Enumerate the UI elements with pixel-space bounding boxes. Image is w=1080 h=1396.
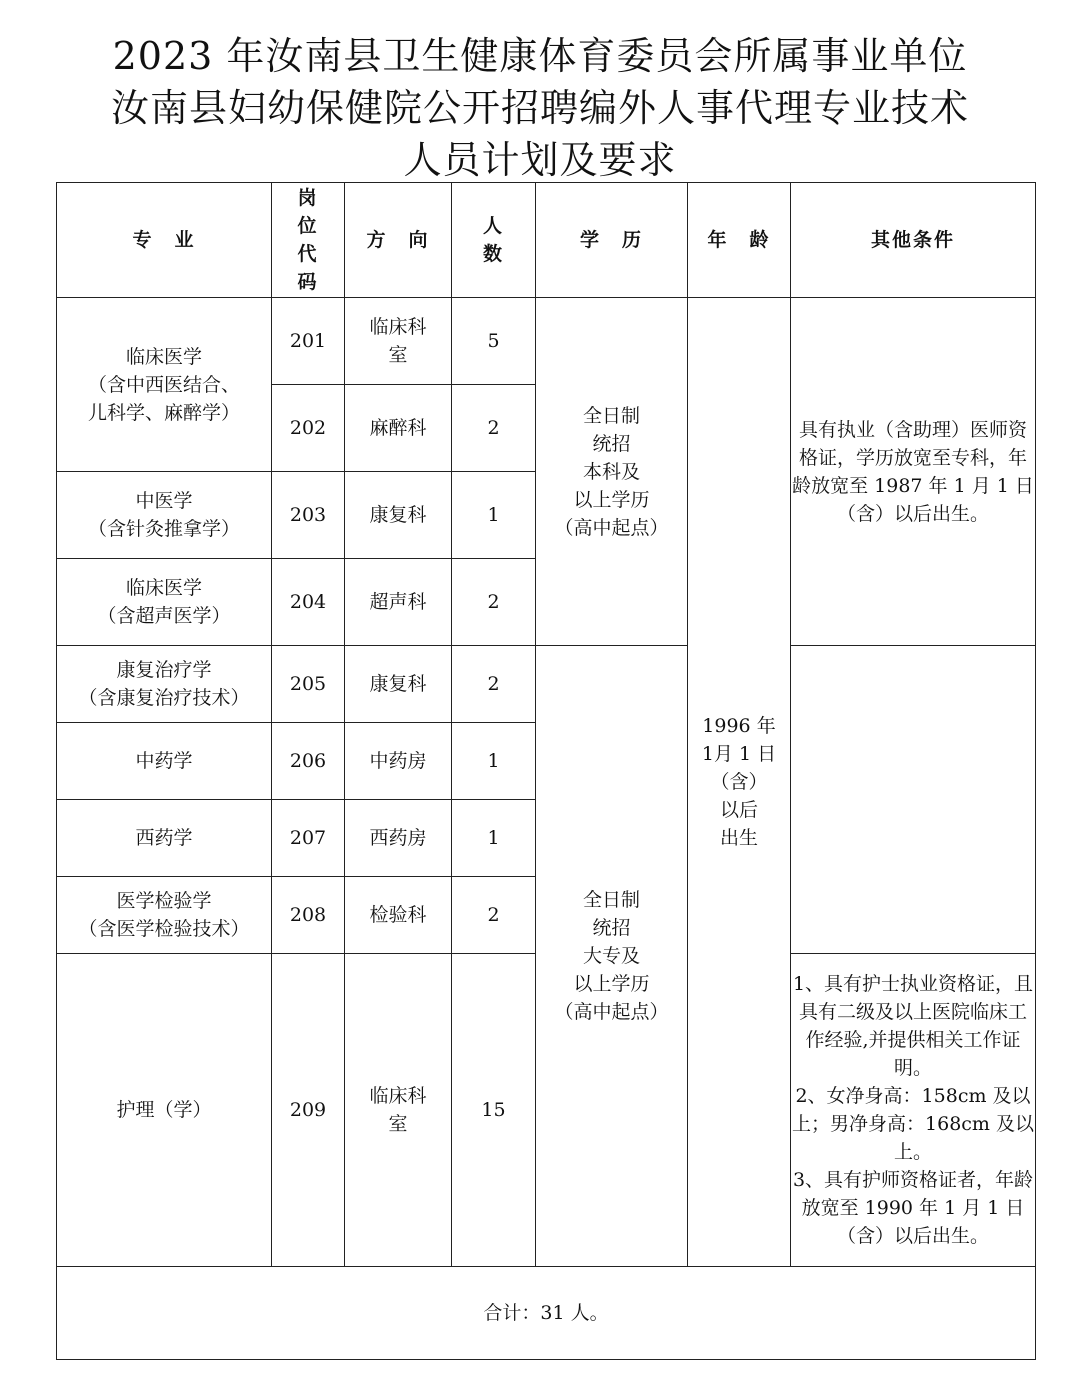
- code-cell: 209: [272, 954, 345, 1267]
- direction-cell: 临床科 室: [345, 954, 452, 1267]
- count-cell: 2: [452, 877, 536, 954]
- code-cell: 204: [272, 559, 345, 646]
- direction-cell: 检验科: [345, 877, 452, 954]
- title-line-3: 人员计划及要求: [403, 138, 677, 182]
- title-line-2: 汝南县妇幼保健院公开招聘编外人事代理专业技术: [110, 86, 969, 130]
- direction-cell: 西药房: [345, 800, 452, 877]
- education-bachelor-cell: 全日制 统招 本科及 以上学历 （高中起点）: [536, 298, 688, 646]
- count-cell: 2: [452, 646, 536, 723]
- count-cell: 1: [452, 723, 536, 800]
- header-count-text: 人数: [482, 215, 504, 265]
- major-cell: 医学检验学 （含医学检验技术）: [57, 877, 272, 954]
- other-conditions-group1-cell: 具有执业（含助理）医师资格证，学历放宽至专科，年龄放宽至 1987 年 1 月 1 日（含）以后出生。: [791, 298, 1036, 646]
- code-cell: 201: [272, 298, 345, 385]
- major-cell: 护理（学）: [57, 954, 272, 1267]
- count-cell: 15: [452, 954, 536, 1267]
- major-cell: 临床医学 （含中西医结合、 儿科学、麻醉学）: [57, 298, 272, 472]
- code-cell: 207: [272, 800, 345, 877]
- header-age: 年 龄: [688, 183, 791, 298]
- age-cell: 1996 年 1月 1 日 （含） 以后 出生: [688, 298, 791, 1267]
- code-cell: 203: [272, 472, 345, 559]
- header-count: [452, 183, 536, 298]
- recruitment-plan-table: [56, 182, 1036, 1360]
- table-row: [57, 646, 1036, 723]
- count-cell: 5: [452, 298, 536, 385]
- direction-cell: 康复科: [345, 646, 452, 723]
- code-cell: 208: [272, 877, 345, 954]
- table-row: [57, 298, 1036, 385]
- major-cell: 西药学: [57, 800, 272, 877]
- header-direction: 方 向: [345, 183, 452, 298]
- document-title: [0, 30, 1080, 186]
- code-cell: 202: [272, 385, 345, 472]
- major-cell: 临床医学 （含超声医学）: [57, 559, 272, 646]
- other-conditions-group2-cell: [791, 646, 1036, 954]
- count-cell: 2: [452, 385, 536, 472]
- header-code-text: 岗位代码: [297, 187, 319, 293]
- code-cell: 206: [272, 723, 345, 800]
- code-cell: 205: [272, 646, 345, 723]
- count-cell: 1: [452, 800, 536, 877]
- header-education: 学 历: [536, 183, 688, 298]
- direction-cell: 中药房: [345, 723, 452, 800]
- major-cell: 康复治疗学 （含康复治疗技术）: [57, 646, 272, 723]
- direction-cell: 临床科 室: [345, 298, 452, 385]
- header-code: [272, 183, 345, 298]
- direction-cell: 超声科: [345, 559, 452, 646]
- title-line-1: 2023 年汝南县卫生健康体育委员会所属事业单位: [112, 34, 968, 78]
- header-major: 专 业: [57, 183, 272, 298]
- major-cell: 中药学: [57, 723, 272, 800]
- direction-cell: 康复科: [345, 472, 452, 559]
- count-cell: 1: [452, 472, 536, 559]
- direction-cell: 麻醉科: [345, 385, 452, 472]
- header-row: [57, 183, 1036, 298]
- total-row: [57, 1267, 1036, 1360]
- other-conditions-nursing-cell: 1、具有护士执业资格证，且具有二级及以上医院临床工作经验,并提供相关工作证明。 2、女净身高：158cm 及以上；男净身高：168cm 及以上。 3、具有护师资格证者，年龄放宽至 1990 年 1 月 1 日（含）以后出生。: [791, 954, 1036, 1267]
- header-other: 其他条件: [791, 183, 1036, 298]
- education-associate-cell: 全日制 统招 大专及 以上学历 （高中起点）: [536, 646, 688, 1267]
- count-cell: 2: [452, 559, 536, 646]
- total-cell: 合计：31 人。: [57, 1267, 1036, 1360]
- major-cell: 中医学 （含针灸推拿学）: [57, 472, 272, 559]
